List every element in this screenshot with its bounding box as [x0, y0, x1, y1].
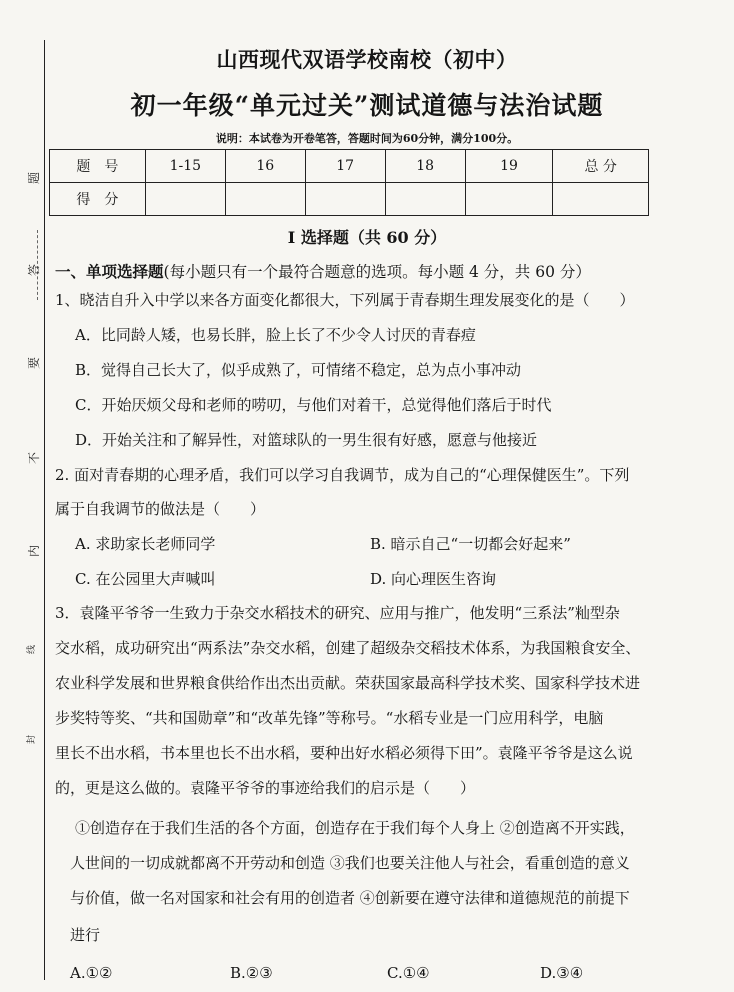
score-table-score-row	[50, 183, 649, 216]
side-label: 题	[27, 171, 42, 185]
q2-option-a[interactable]: A. 求助家长老师同学	[75, 535, 216, 553]
q3-option-a[interactable]: A.①②	[70, 964, 113, 982]
score-row-label: 得 分	[50, 183, 146, 216]
section-title: Ⅰ 选择题（共 60 分）	[287, 228, 447, 247]
q1-option-a[interactable]: A．比同龄人矮，也易长胖，脸上长了不少令人讨厌的青春痘	[75, 326, 476, 344]
school-name: 山西现代双语学校南校（初中）	[216, 47, 518, 72]
q3-stem-line: 交水稻，成功研究出“两系法”杂交水稻，创建了超级杂交稻技术体系，为我国粮食安全、	[55, 639, 641, 657]
q3-stem-line: 步奖特等奖、“共和国勋章”和“改革先锋”等称号。“水稻专业是一门应用科学，电脑	[55, 709, 604, 727]
q3-stem-line: 3．袁隆平爷爷一生致力于杂交水稻技术的研究、应用与推广，他发明“三系法”籼型杂	[55, 604, 620, 622]
q3-statement-line: 与价值，做一名对国家和社会有用的创造者 ④创新要在遵守法律和道德规范的前提下	[70, 889, 630, 907]
score-table-header-row	[50, 150, 649, 183]
q3-statement-line: 进行	[70, 926, 101, 944]
score-table	[49, 149, 649, 216]
q2-option-c[interactable]: C. 在公园里大声喊叫	[75, 570, 216, 588]
score-header-cell: 17	[305, 150, 385, 183]
q2-stem-line: 2. 面对青春期的心理矛盾，我们可以学习自我调节，成为自己的“心理保健医生”。下列	[55, 466, 630, 484]
q3-statement-line: 人世间的一切成就都离不开劳动和创造 ③我们也要关注他人与社会，看重创造的意义	[70, 854, 630, 872]
q2-option-b[interactable]: B. 暗示自己“一切都会好起来”	[370, 535, 571, 553]
side-label: 不	[27, 451, 42, 465]
exam-note: 说明：本试卷为开卷笔答，答题时间为60分钟，满分100分。	[215, 132, 519, 145]
side-label: 封	[27, 734, 38, 745]
q3-option-d[interactable]: D.③④	[540, 964, 584, 982]
side-label: 要	[27, 356, 42, 370]
q3-option-c[interactable]: C.①④	[387, 964, 430, 982]
score-header-cell: 1-15	[145, 150, 225, 183]
side-label: 线	[27, 644, 38, 655]
score-cell[interactable]	[553, 183, 649, 216]
q2-option-d[interactable]: D. 向心理医生咨询	[370, 570, 497, 588]
q3-stem-line: 的，更是这么做的。袁隆平爷爷的事迹给我们的启示是（ ）	[55, 779, 476, 797]
part-title: 一、单项选择题	[55, 262, 164, 281]
exam-title: 初一年级“单元过关”测试道德与法治试题	[130, 91, 604, 120]
q2-stem-line: 属于自我调节的做法是（ ）	[55, 500, 266, 518]
score-header-cell: 总 分	[553, 150, 649, 183]
side-label: 答	[27, 263, 42, 277]
score-cell[interactable]	[145, 183, 225, 216]
q3-option-b[interactable]: B.②③	[230, 964, 273, 982]
score-header-cell: 19	[465, 150, 553, 183]
part-heading	[55, 262, 591, 282]
q3-stem-line: 里长不出水稻，书本里也长不出水稻，要种出好水稻必须得下田”。袁隆平爷爷是这么说	[55, 744, 633, 762]
score-cell[interactable]	[305, 183, 385, 216]
score-cell[interactable]	[465, 183, 553, 216]
score-header-cell: 18	[385, 150, 465, 183]
score-cell[interactable]	[385, 183, 465, 216]
score-header-cell: 题 号	[50, 150, 146, 183]
side-label: 内	[27, 544, 42, 558]
part-description: (每小题只有一个最符合题意的选项。每小题 4 分，共 60 分）	[163, 263, 591, 281]
binding-line	[44, 40, 45, 980]
q1-option-d[interactable]: D．开始关注和了解异性，对篮球队的一男生很有好感，愿意与他接近	[75, 431, 538, 449]
q1-option-c[interactable]: C．开始厌烦父母和老师的唠叨，与他们对着干，总觉得他们落后于时代	[75, 396, 552, 414]
q3-stem-line: 农业科学发展和世界粮食供给作出杰出贡献。荣获国家最高科学技术奖、国家科学技术进	[55, 674, 641, 692]
q1-stem: 1、晓洁自升入中学以来各方面变化都很大，下列属于青春期生理发展变化的是（ ）	[55, 291, 635, 309]
score-cell[interactable]	[225, 183, 305, 216]
q3-statement-line: ①创造存在于我们生活的各个方面，创造存在于我们每个人身上 ②创造离不开实践，	[75, 819, 635, 837]
q1-option-b[interactable]: B．觉得自己长大了，似乎成熟了，可情绪不稳定，总为点小事冲动	[75, 361, 522, 379]
score-header-cell: 16	[225, 150, 305, 183]
